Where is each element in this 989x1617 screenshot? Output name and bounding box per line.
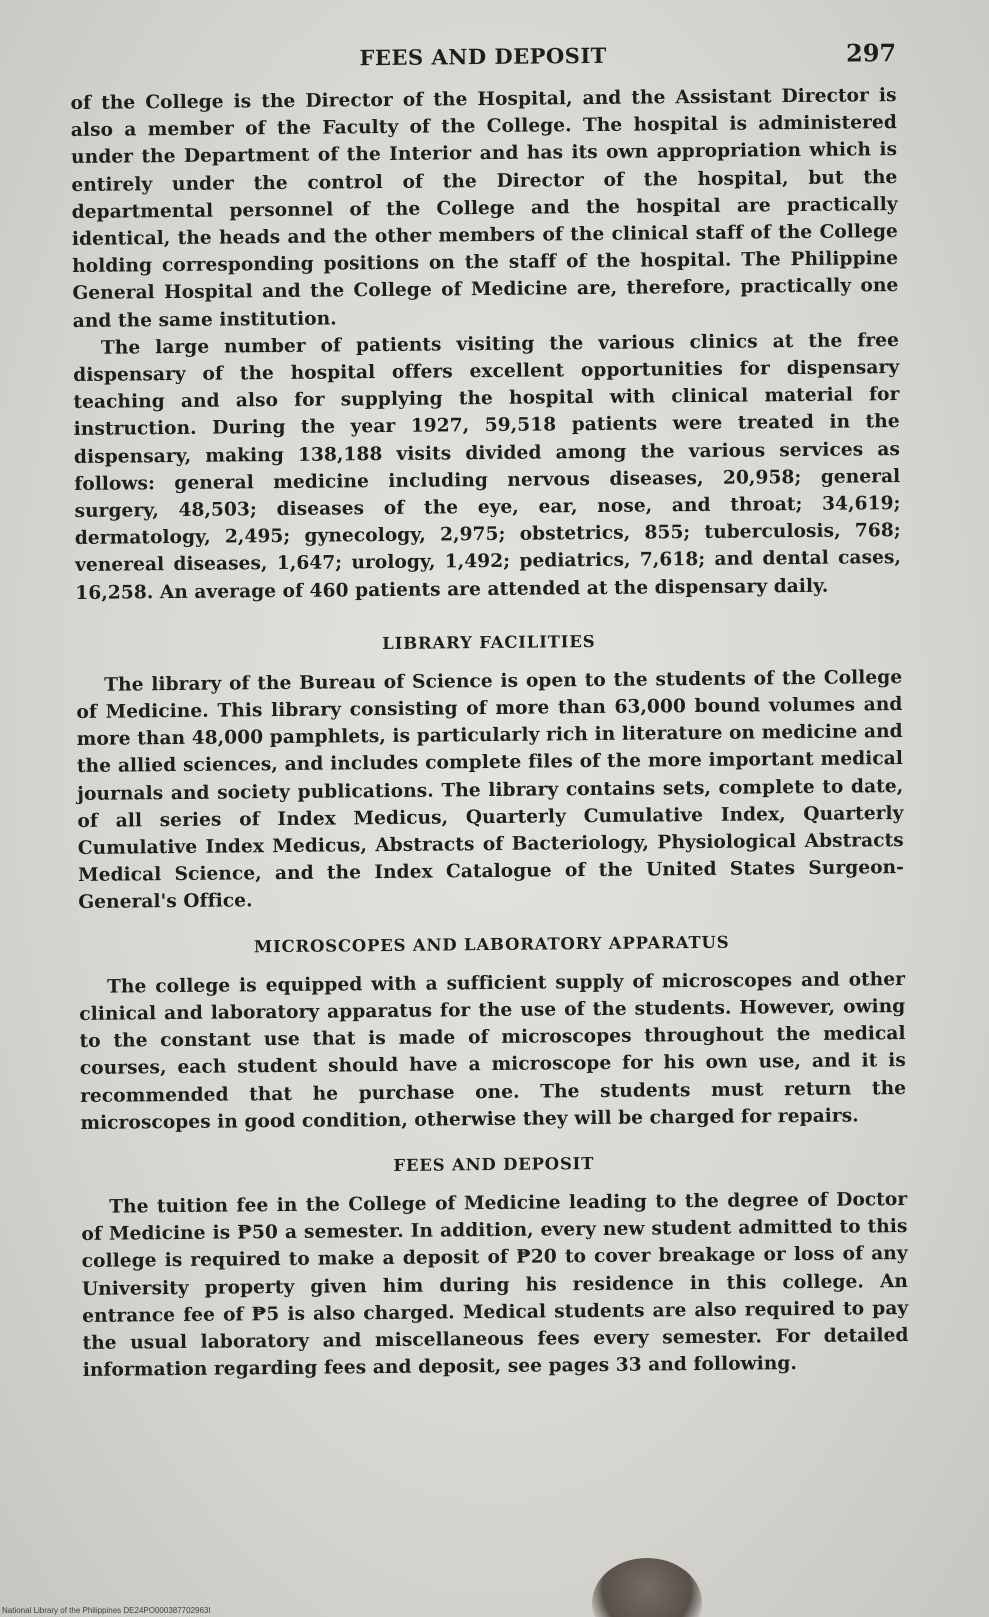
running-title: FEES AND DEPOSIT xyxy=(359,42,607,71)
running-head xyxy=(70,32,896,80)
fees-paragraph: The tuition fee in the College of Medicine leading to the degree of Doctor of Medicine is ₱50 a semester. In addition, every new student admitted to this college is required to make a deposit of ₱20 to cover breakage or loss of any University property given him during his residence in this college. An entrance fee of ₱5 is also charged. Medical students are also required to pay the usual laboratory and miscellaneous fees every semester. For detailed information regarding fees and deposit, see pages 33 and following. xyxy=(81,1188,909,1382)
page-content xyxy=(70,32,909,1384)
scan-source-note: National Library of the Philippines DE24PO000387702963I xyxy=(2,1606,211,1615)
library-facilities-heading: LIBRARY FACILITIES xyxy=(382,631,596,653)
thumb-shadow xyxy=(592,1558,702,1617)
microscopes-heading: MICROSCOPES AND LABORATORY APPARATUS xyxy=(253,932,730,956)
page-number: 297 xyxy=(845,38,897,68)
microscopes-paragraph: The college is equipped with a sufficient supply of microscopes and other clinical and laboratory apparatus for the use of the students. However, owing to the constant use that is made of microscopes throughout the medical courses, each student should have a microscope for his own use, and it is recommended that he purchase one. The students must return the microscopes in good condition, otherwise they will be charged for repairs. xyxy=(79,968,907,1134)
library-paragraph: The library of the Bureau of Science is open to the students of the College of Medicine. This library consisting of more than 63,000 bound volumes and more than 48,000 pamphlets, is particularly rich in literature on medicine and the allied sciences, and includes complete files of the more important medical journals and society publications. The library contains sets, complete to date, of all series of Index Medicus, Quarterly Cumulative Index, Quarterly Cumulative Index Medicus, Abstracts of Bacteriology, Physiological Abstracts Medical Science, and the Index Catalogue of the United States Surgeon-General's Office. xyxy=(76,666,905,914)
dispensary-paragraph: The large number of patients visiting the various clinics at the free dispensary of the hospital offers excellent opportunities for dispensary teaching and also for supplying the hospital with clinical material for instruction. During the year 1927, 59,518 patients were treated in the dispensary, making 138,188 visits divided among the various services as follows: general medicine including nervous diseases, 20,958; general surgery, 48,503; diseases of the eye, ear, nose, and throat; 34,619; dermatology, 2,495; gynecology, 2,975; obstetrics, 855; tuberculosis, 768; venereal diseases, 1,647; urology, 1,492; pediatrics, 7,618; and dental cases, 16,258. An average of 460 patients are attended at the dispensary daily. xyxy=(73,329,902,604)
fees-deposit-heading: FEES AND DEPOSIT xyxy=(393,1153,595,1175)
hospital-paragraph: of the College is the Director of the Hospital, and the Assistant Director is also a member of the Faculty of the College. The hospital is administered under the Department of the Interior and has its own appropriation which is entirely under the control of the Director of the hospital, but the departmental personnel of the College and the hospital are practically identical, the heads and the other members of the clinical staff of the College holding corresponding positions on the staff of the hospital. The Philippine General Hospital and the College of Medicine are, therefore, practically one and the same institution. xyxy=(70,85,899,332)
